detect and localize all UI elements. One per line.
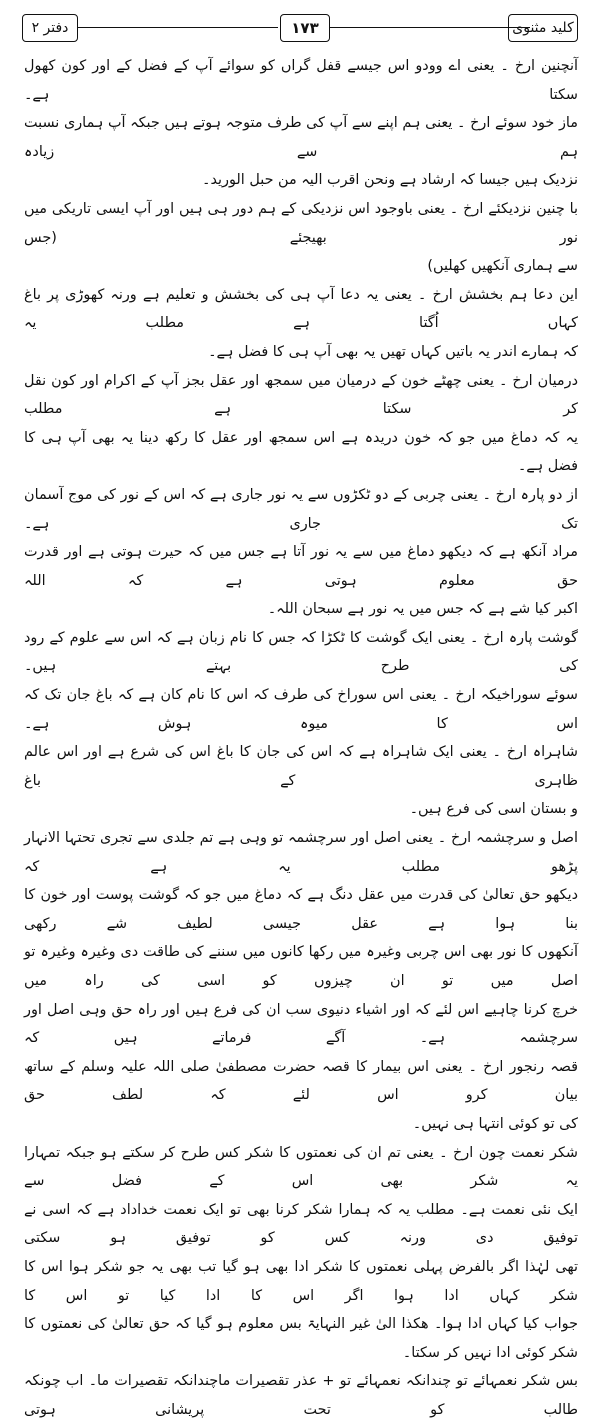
- text-line: قصہ رنجور ارخ ۔ یعنی اس بیمار کا قصہ حضرت مصطفیٰ صلی اللہ علیہ وسلم کے ساتھ بیان کرو اس لئے کہ لطف حق: [24, 1058, 578, 1104]
- text-line: ماز خود سوئے ارخ ۔ یعنی ہم اپنے سے آپ کی طرف متوجہ ہوتے ہیں جبکہ آپ ہماری نسبت ہم سے زیادہ: [24, 115, 578, 160]
- book-title-box: [508, 14, 578, 42]
- text-line: یہ کہ دماغ میں جو کہ خون دریدہ ہے اس سمجھ اور عقل کا رکھ دینا یہ بھی آپ ہی کا فضل ہے۔: [24, 429, 578, 475]
- text-line: آنکھوں کا نور بھی اس چربی وغیرہ میں رکھا کانوں میں سننے کی طاقت دی وغیرہ وغیرہ تو اصل میں تو ان چیزوں کو اسی کی راہ میں: [24, 944, 578, 989]
- text-line: خرچ کرنا چاہیے اس لئے کہ اور اشیاء دنیوی سب ان کی فرع ہیں اور راہ حق وہی اصل اور سرچشمہ ہے۔ آگے فرماتے ہیں کہ: [24, 1001, 578, 1047]
- text-line: دیکھو حق تعالیٰ کی قدرت میں عقل دنگ ہے کہ دماغ میں جو کہ گوشت پوست اور خون کا بنا ہوا ہے عقل جیسی لطیف شے رکھی: [24, 887, 578, 932]
- text-line: اکبر کیا شے ہے کہ جس میں یہ نور ہے سبحان اللہ۔: [267, 601, 578, 618]
- text-line: ایک نئی نعمت ہے۔ مطلب یہ کہ ہمارا شکر کرنا بھی تو ایک نعمت خداداد ہے کہ اسی نے توفیق دی ورنہ کس کو توفیق ہو سکتی: [24, 1201, 578, 1247]
- page-header: [12, 8, 588, 48]
- page-number-box: [280, 14, 330, 42]
- text-line: تھی لہٰذا اگر بالفرض پہلی نعمتوں کا شکر ادا بھی ہو گیا تب بھی یہ جو شکر ہوا اس کا شکر کہاں ادا ہوا اگر اس کا ادا کیا تو اس کا: [24, 1258, 578, 1304]
- page-number: ۱۷۳: [291, 19, 319, 37]
- text-line: سے ہماری آنکھیں کھلیں): [427, 258, 578, 275]
- text-line: سوئے سوراخیکہ ارخ ۔ یعنی اس سوراخ کی طرف کہ اس کا نام کان ہے کہ باغ جان تک کہ اس کا میوہ ہوش ہے۔: [24, 687, 578, 732]
- text-line: آنچنین ارخ ۔ یعنی اے وودو اس جیسے قفل گراں کو سوائے آپ کے فضل کے اور کون کھول سکتا ہے۔: [24, 58, 578, 103]
- text-line: از دو پارہ ارخ ۔ یعنی چربی کے دو ٹکڑوں سے یہ نور جاری ہے کہ اس کے نور کی موج آسمان تک جاری ہے۔: [24, 486, 578, 532]
- text-line: شکر نعمت چون ارخ ۔ یعنی تم ان کی نعمتوں کا شکر کس طرح کر سکتے ہو جبکہ تمہارا یہ شکر بھی اس کے فضل سے: [24, 1144, 578, 1190]
- commentary-text: [24, 52, 578, 1425]
- text-line: کہ ہمارے اندر یہ باتیں کہاں تھیں یہ بھی آپ ہی کا فضل ہے۔: [208, 343, 578, 360]
- text-line: بس شکر نعمہائے تو چندانکہ نعمہائے تو + عذر تقصیرات ماچندانکہ تقصیرات ما۔ اب چونکہ طالب کو تحت پریشانی ہوتی: [24, 1373, 578, 1418]
- text-line: این دعا ہم بخشش ارخ ۔ یعنی یہ دعا آپ ہی کی بخشش و تعلیم ہے ورنہ کھوڑی پر باغ کہاں اُگتا ہے مطلب یہ: [24, 286, 578, 332]
- volume-box: [22, 14, 78, 42]
- text-line: اصل و سرچشمہ ارخ ۔ یعنی اصل اور سرچشمہ تو وہی ہے تم جلدی سے تجری تحتہا الانہار پڑھو مطلب یہ ہے کہ: [24, 830, 578, 875]
- text-line: درمیان ارخ ۔ یعنی چھٹے خون کے درمیان میں سمجھ اور عقل بجز آپ کے اکرام اور کون نقل کر سکتا ہے مطلب: [24, 372, 578, 418]
- text-line: با چنین نزدیکئے ارخ ۔ یعنی باوجود اس نزدیکی کے ہم دور ہی ہیں اور آپ ایسی تاریکی میں نور بھیجئے (جس: [24, 200, 578, 246]
- text-line: و بستان اسی کی فرع ہیں۔: [409, 801, 578, 818]
- book-title: کلید مثنوی: [512, 20, 574, 36]
- volume-label: دفتر ۲: [31, 20, 69, 36]
- text-line: شاہراہ ارخ ۔ یعنی ایک شاہراہ ہے کہ اس کی جان کا باغ اس کی شرع ہے اور اس عالم ظاہری کے باغ: [24, 744, 578, 789]
- text-line: نزدیک ہیں جیسا کہ ارشاد ہے ونحن اقرب الیہ من حبل الورید۔: [202, 172, 578, 189]
- header-rule-right: [330, 27, 530, 28]
- text-line: مراد آنکھ ہے کہ دیکھو دماغ میں سے یہ نور آتا ہے جس میں کہ حیرت ہوتی ہے اور قدرت حق معلوم ہوتی ہے کہ اللہ: [24, 544, 578, 589]
- header-rule-left: [78, 27, 278, 28]
- text-line: کی تو کوئی انتہا ہی نہیں۔: [412, 1115, 578, 1132]
- text-line: گوشت پارہ ارخ ۔ یعنی ایک گوشت کا ٹکڑا کہ جس کا نام زبان ہے کہ اس سے علوم کے رود کی طرح بہتے ہیں۔: [24, 629, 578, 675]
- text-line: جواب کیا کہاں ادا ہوا۔ ھکذا الیٰ غیر النہایۃ بس معلوم ہو گیا کہ حق تعالیٰ کی نعمتوں کا شکر کوئی ادا نہیں کر سکتا۔: [24, 1316, 578, 1361]
